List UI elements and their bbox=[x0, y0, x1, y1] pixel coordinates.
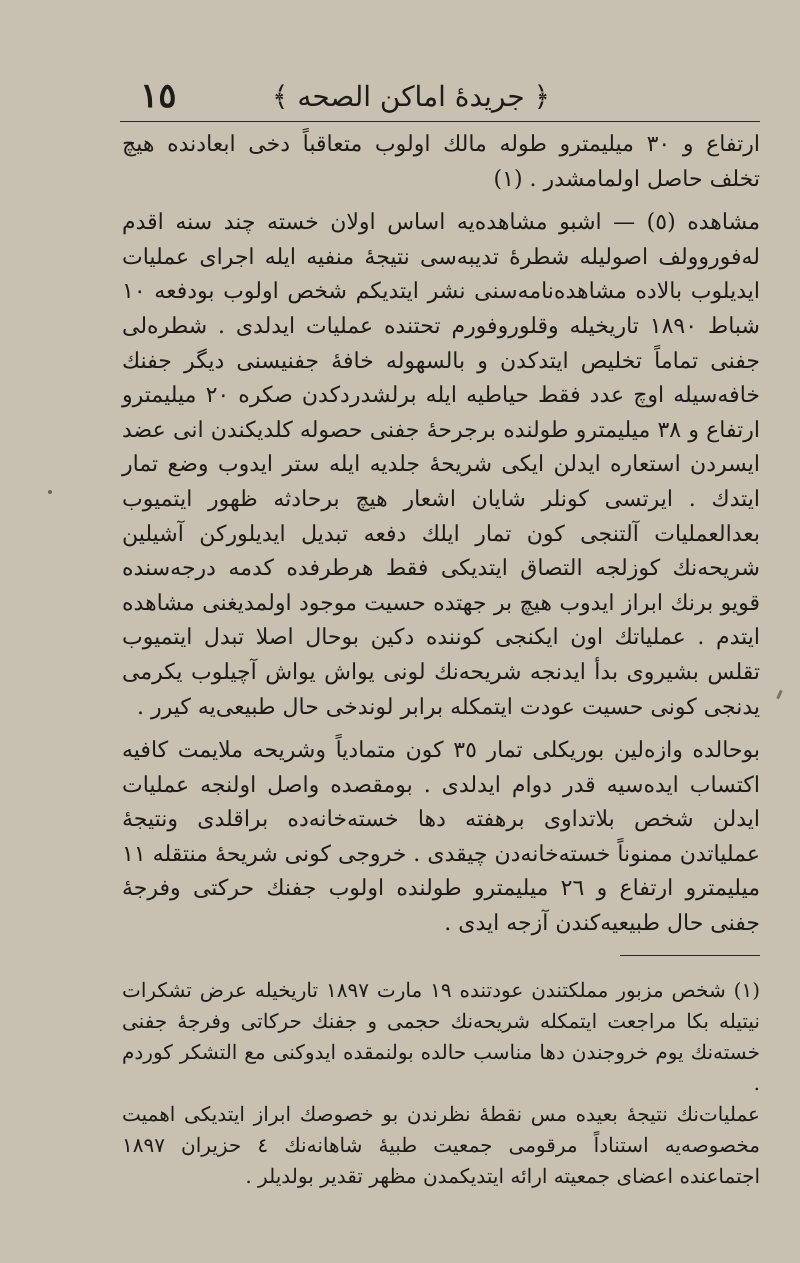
body-text bbox=[122, 128, 760, 942]
footnotes bbox=[122, 975, 760, 1192]
header-rule bbox=[120, 121, 760, 122]
footnote: (١) شخص مزبور مملكتندن عودتنده ١٩ مارت ١٨٩٧ تاريخيله عرض تشكرات نيتيله بكا مراجعت ايتمكله شريحه‌نك حجمی و جفنك حركاتی وفرجۀ جفنی خسته‌نك يوم خروجندن دها مناسب حالده بولنمقده ايدوكنی مع التشكر كوردم . bbox=[122, 978, 761, 1095]
footnote: عمليات‌نك نتيجۀ بعيده مس نقطۀ نظرندن بو خصوصك ابراز ايتديكی اهميت مخصوصه‌يه استناداً مرقومی جمعيت طبيۀ شاهانه‌نك ٤ حزيران ١٨٩٧ اجتماعنده اعضای جمعيته ارائه ايتديكمدن مظهر تقدير بولديلر . bbox=[122, 1102, 760, 1188]
paragraph: بوحالده وازه‌لين بوريكلی تمار ٣٥ كون متمادياً وشريحه ملايمت كافيه اكتساب ايده‌سيه قدر دوام ايدلدی . بومقصده واصل اولنجه عمليات ايدلن شخص بلاتداوی برهفته دها خسته‌خانه‌ده براقلدی ونتيجۀ عملياتدن ممنوناً خسته‌خانه‌دن چيقدی . خروجی كونی شريحۀ منتقله ١١ ميليمترو ارتفاع و ٢٦ ميليمترو طولنده اولوب جفنك حركتی وفرجۀ جفنی حال طبيعيه‌كندن آزجه ايدی . bbox=[122, 738, 761, 937]
running-title: ﴿ جريدۀ اماكن الصحه ﴾ bbox=[272, 80, 550, 113]
page-number: ١٥ bbox=[140, 76, 177, 116]
footnote-rule bbox=[620, 955, 760, 956]
paper-speck bbox=[48, 490, 52, 494]
page-header bbox=[120, 70, 760, 120]
paper-speck bbox=[776, 690, 783, 699]
paragraph: مشاهده (٥) — اشبو مشاهده‌يه اساس اولان خسته چند سنه اقدم له‌فوروولف اصوليله شطرۀ تديبه‌سی نتيجۀ منفيه ايله اجرای عمليات ايديلوب بالاده مشاهده‌نامه‌سنی نشر ايتديكم شخص اولوب بودفعه ١٠ شباط ١٨٩٠ تاريخيله وقلوروفورم تحتنده عمليات ايدلدی . شطره‌لی جفنی تماماً تخليص ايتدكدن و بالسهوله خافۀ جفنيسنی ديگر جفنك خافه‌سيله اوچ عدد فقط حياطيه ايله برلشدردكدن صكره ٢٠ ميليمترو ارتفاع و ٣٨ ميليمترو طولنده برجرحۀ جفنی حصوله كلديكندن انی عضد ايسردن استعاره ايدلن ايكی شريحۀ جلديه ايله ستر ايدوب وضع تمار ايتدك . ايرتسی كونلر شايان اشعار هيچ برحادثه ظهور ايتميوب بعدالعمليات آلتنجی كون تمار ايلك دفعه تبديل ايديلوركن آشيلين شريحه‌نك كوزلجه التصاق ايتديكی فقط هرطرفده كدمه درجه‌سنده قويو برنك ابراز ايدوب هيچ بر جهتده حسيت موجود اولمديغنی مشاهده ايتدم . عملياتك اون ايكنجی كوننده دكين بوحال اصلا تبدل ايتميوب تقلس بشيروی بدأ ايدنجه شريحه‌نك لونی يواش يواش آچيلوب يكرمی يدنجی كونی حسيت عودت ايتمكله برابر لوندخی حال طبيعی‌يه كيرر . bbox=[122, 210, 761, 720]
paragraph: ارتفاع و ٣٠ ميليمترو طوله مالك اولوب متعاقباً دخی ابعادنده هيچ تخلف حاصل اولمامشدر . (١) bbox=[122, 132, 760, 192]
